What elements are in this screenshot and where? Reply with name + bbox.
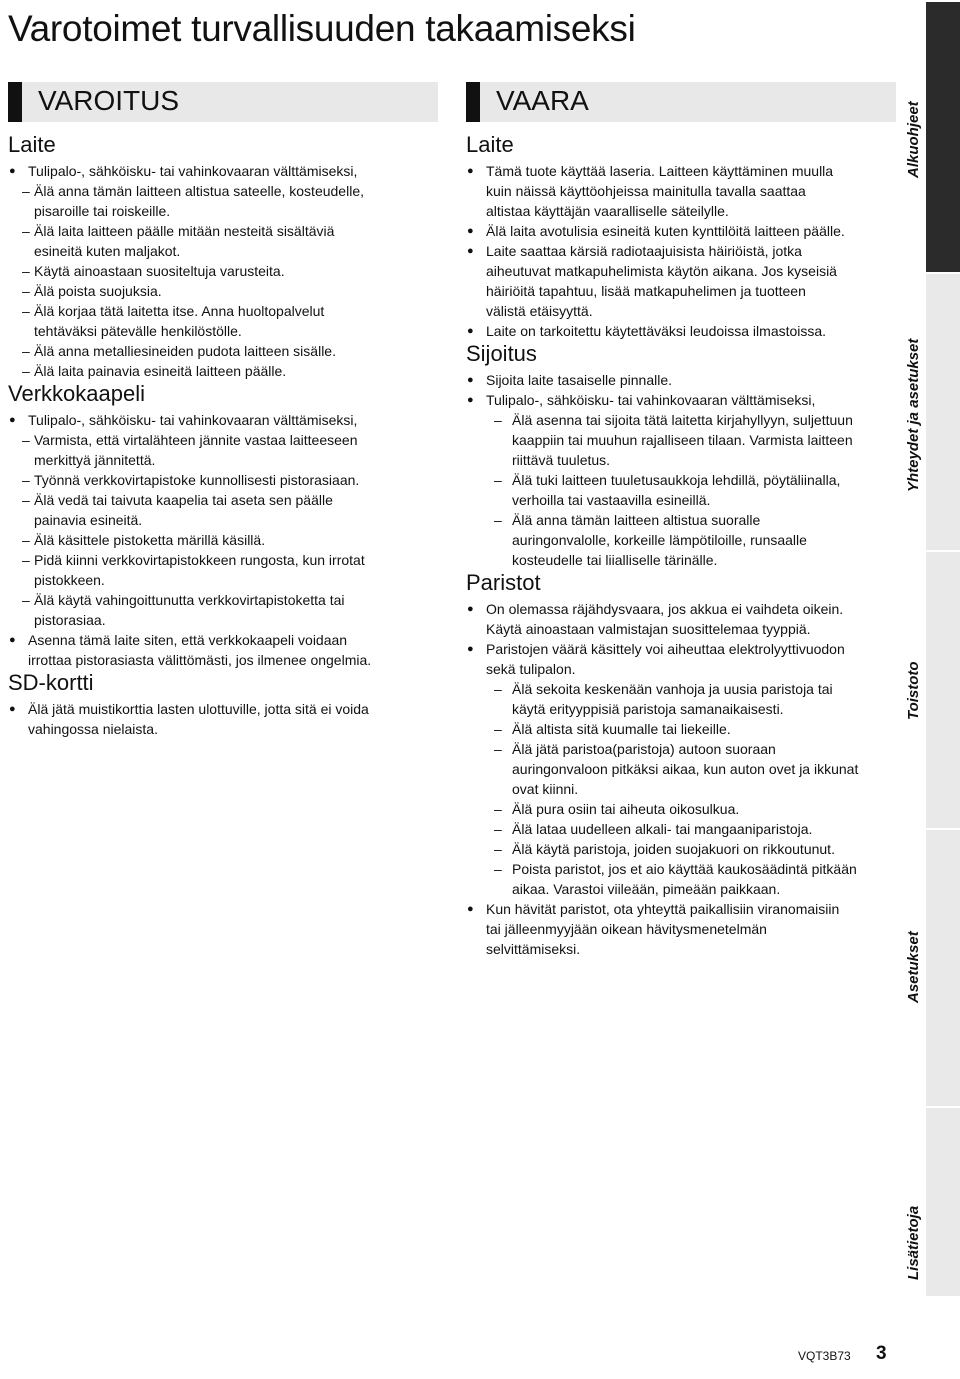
dash-item: – Työnnä verkkovirtapistoke kunnollisesti pistorasiaan. <box>8 470 438 490</box>
warning-header <box>8 82 438 122</box>
bullet-item: vahingossa nielaista. <box>28 721 158 737</box>
section-title: Sijoitus <box>466 341 537 366</box>
bullet-item: välistä etäisyyttä. <box>486 303 593 319</box>
header-bar <box>8 82 22 122</box>
dash-item: tehtäväksi pätevälle henkilöstölle. <box>34 323 242 339</box>
tab-label-lisatietoja: Lisätietoja <box>905 1205 922 1280</box>
bullet-item: ● On olemassa räjähdysvaara, jos akkua ei vaihdeta oikein. <box>466 599 896 619</box>
dash-item: – Älä vedä tai taivuta kaapelia tai aseta sen päälle <box>8 490 438 510</box>
tab-yhteydet-ja-asetukset[interactable] <box>926 272 960 550</box>
document-code: VQT3B73 <box>798 1349 851 1363</box>
tab-toistoto[interactable] <box>926 550 960 828</box>
dash-item: – Älä anna metalliesineiden pudota laitteen sisälle. <box>8 341 438 361</box>
dash-item: – Älä altista sitä kuumalle tai liekeille. <box>466 719 896 739</box>
warning-column <box>8 82 438 739</box>
bullet-item: ● Älä laita avotulisia esineitä kuten kynttilöitä laitteen päälle. <box>466 221 896 241</box>
dash-item: auringonvaloon pitkäksi aikaa, kun auton ovet ja ikkunat <box>512 761 859 777</box>
section-title: Laite <box>8 132 56 157</box>
tab-label-toistoto: Toistoto <box>905 661 922 720</box>
bullet-item: sekä tulipalon. <box>486 661 576 677</box>
dash-item: pistokkeen. <box>34 572 105 588</box>
dash-item: kosteudelle tai liialliselle tärinälle. <box>512 552 718 568</box>
bullet-item: ● Paristojen väärä käsittely voi aiheuttaa elektrolyyttivuodon <box>466 639 896 659</box>
dash-item: – Älä korjaa tätä laitetta itse. Anna huoltopalvelut <box>8 301 438 321</box>
dash-item: – Älä poista suojuksia. <box>8 281 438 301</box>
bullet-item: Käytä ainoastaan valmistajan suosittelemaa tyyppiä. <box>486 621 811 637</box>
bullet-item: selvittämiseksi. <box>486 941 581 957</box>
tab-label-yhteydet: Yhteydet ja asetukset <box>905 338 922 492</box>
dash-item: – Älä jätä paristoa(paristoja) autoon suoraan <box>466 739 896 759</box>
dash-item: riittävä tuuletus. <box>512 452 611 468</box>
bullet-item: häiriöitä tapahtuu, lisää matkapuhelimen ja tuotteen <box>486 283 806 299</box>
tab-label-alkuohjeet: Alkuohjeet <box>905 101 922 178</box>
section-title: Paristot <box>466 570 541 595</box>
warning-header-label: VAROITUS <box>38 85 180 116</box>
bullet-item: ● Laite saattaa kärsiä radiotaajuisista häiriöistä, jotka <box>466 241 896 261</box>
dash-item: verhoilla tai vastaavilla esineillä. <box>512 492 711 508</box>
page-number: 3 <box>876 1343 887 1364</box>
dash-item: käytä erityyppisiä paristoja samanaikaisesti. <box>512 701 784 717</box>
dash-item: – Älä käytä vahingoittunutta verkkovirtapistoketta tai <box>8 590 438 610</box>
tab-asetukset[interactable] <box>926 828 960 1106</box>
dash-item: – Älä anna tämän laitteen altistua sateelle, kosteudelle, <box>8 181 438 201</box>
bullet-item: ● Asenna tämä laite siten, että verkkokaapeli voidaan <box>8 630 438 650</box>
bullet-item: tai jälleenmyyjään oikean hävitysmenetelmän <box>486 921 767 937</box>
dash-item: – Älä laita painavia esineitä laitteen päälle. <box>8 361 438 381</box>
dash-item: – Varmista, että virtalähteen jännite vastaa laitteeseen <box>8 430 438 450</box>
dash-item: painavia esineitä. <box>34 512 143 528</box>
bullet-item: altistaa käyttäjän vaaralliselle säteilylle. <box>486 203 729 219</box>
bullet-item: ● Sijoita laite tasaiselle pinnalle. <box>466 370 896 390</box>
dash-item: – Älä lataa uudelleen alkali- tai mangaaniparistoja. <box>466 819 896 839</box>
dash-item: – Älä laita laitteen päälle mitään nesteitä sisältäviä <box>8 221 438 241</box>
tab-lisatietoja[interactable] <box>926 1106 960 1296</box>
tab-label-asetukset: Asetukset <box>905 931 922 1003</box>
dash-item: kaappiin tai muuhun rajalliseen tilaan. Varmista laitteen <box>512 432 853 448</box>
bullet-item: ● Laite on tarkoitettu käytettäväksi leudoissa ilmastoissa. <box>466 321 896 341</box>
bullet-item: kuin näissä käyttöohjeissa mainitulla tavalla saattaa <box>486 183 806 199</box>
dash-item: – Älä sekoita keskenään vanhoja ja uusia paristoja tai <box>466 679 896 699</box>
danger-column <box>466 82 896 959</box>
page-title: Varotoimet turvallisuuden takaamiseksi <box>8 8 636 49</box>
dash-item: auringonvalolle, korkeille lämpötiloille, runsaalle <box>512 532 807 548</box>
dash-item: – Älä pura osiin tai aiheuta oikosulkua. <box>466 799 896 819</box>
dash-item: aikaa. Varastoi viileään, pimeään paikkaan. <box>512 881 781 897</box>
dash-item: – Poista paristot, jos et aio käyttää kaukosäädintä pitkään <box>466 859 896 879</box>
section-title: SD-kortti <box>8 670 94 695</box>
danger-sections <box>466 132 896 959</box>
bullet-item: irrottaa pistorasiasta välittömästi, jos ilmenee ongelmia. <box>28 652 372 668</box>
dash-item: – Älä anna tämän laitteen altistua suoralle <box>466 510 896 530</box>
dash-item: – Älä tuki laitteen tuuletusaukkoja lehdillä, pöytäliinalla, <box>466 470 896 490</box>
side-tab-strip <box>926 0 960 1379</box>
dash-item: – Pidä kiinni verkkovirtapistokkeen rungosta, kun irrotat <box>8 550 438 570</box>
bullet-item: aiheutuvat matkapuhelimista käytön aikana. Jos kyseisiä <box>486 263 837 279</box>
header-bar <box>466 82 480 122</box>
danger-header <box>466 82 896 122</box>
dash-item: pisaroille tai roiskeille. <box>34 203 171 219</box>
bullet-item: ● Älä jätä muistikorttia lasten ulottuville, jotta sitä ei voida <box>8 699 438 719</box>
danger-header-label: VAARA <box>496 85 589 116</box>
section-title: Verkkokaapeli <box>8 381 145 406</box>
dash-item: esineitä kuten maljakot. <box>34 243 181 259</box>
dash-item: – Älä käsittele pistoketta märillä käsillä. <box>8 530 438 550</box>
section-title: Laite <box>466 132 514 157</box>
bullet-item: ● Tulipalo-, sähköisku- tai vahinkovaaran välttämiseksi, <box>8 410 438 430</box>
bullet-item: ● Tulipalo-, sähköisku- tai vahinkovaaran välttämiseksi, <box>8 161 438 181</box>
bullet-item: ● Tulipalo-, sähköisku- tai vahinkovaaran välttämiseksi, <box>466 390 896 410</box>
dash-item: merkittyä jännitettä. <box>34 452 156 468</box>
dash-item: pistorasiaa. <box>34 612 106 628</box>
warning-sections <box>8 132 438 739</box>
bullet-item: ● Tämä tuote käyttää laseria. Laitteen käyttäminen muulla <box>466 161 896 181</box>
tab-alkuohjeet[interactable] <box>926 0 960 272</box>
bullet-item: ● Kun hävität paristot, ota yhteyttä paikallisiin viranomaisiin <box>466 899 896 919</box>
dash-item: – Älä asenna tai sijoita tätä laitetta kirjahyllyyn, suljettuun <box>466 410 896 430</box>
dash-item: – Käytä ainoastaan suositeltuja varusteita. <box>8 261 438 281</box>
dash-item: – Älä käytä paristoja, joiden suojakuori on rikkoutunut. <box>466 839 896 859</box>
dash-item: ovat kiinni. <box>512 781 579 797</box>
